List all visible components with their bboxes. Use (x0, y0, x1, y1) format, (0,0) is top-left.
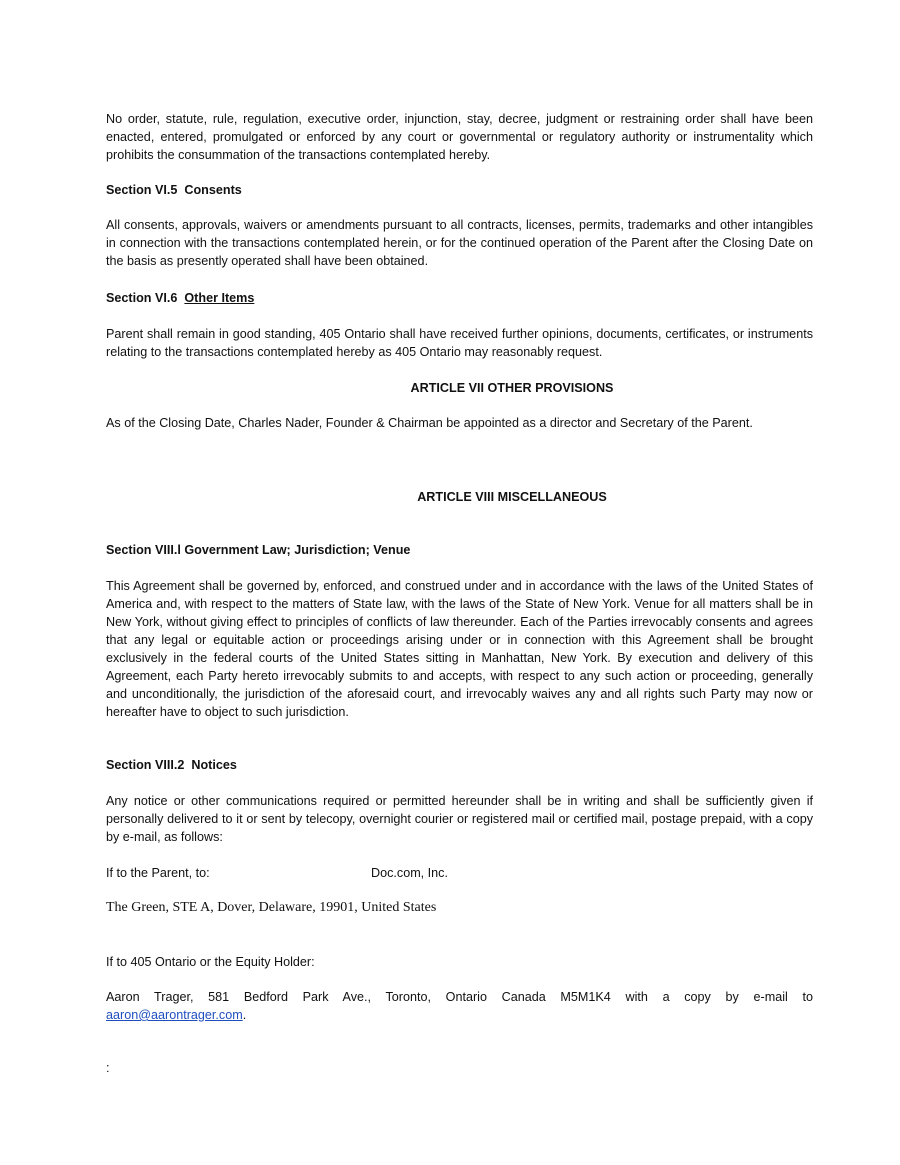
trailing-mark: : (106, 1061, 110, 1075)
ontario-address: Aaron Trager, 581 Bedford Park Ave., Toronto, Ontario Canada M5M1K4 with a copy by e-mail to (106, 990, 813, 1004)
parent-notice-label: If to the Parent, to: (106, 866, 210, 880)
section-vi5-number: Section VI.5 (106, 183, 178, 197)
section-viii2-heading (106, 756, 813, 774)
section-vi6-heading (106, 289, 813, 307)
section-vi5-body: All consents, approvals, waivers or amendments pursuant to all contracts, licenses, permits, trademarks and other intangibles in connection with the transactions contemplated herein, or for the continued operation of the Parent after the Closing Date on the basis as presently operated shall have been obtained. (106, 218, 813, 268)
parent-address: The Green, STE A, Dover, Delaware, 19901, United States (106, 900, 437, 915)
parent-notice-name: Doc.com, Inc. (371, 866, 448, 880)
ontario-email-suffix: . (242, 1008, 247, 1022)
intro-paragraph: No order, statute, rule, regulation, executive order, injunction, stay, decree, judgment or restraining order shall have been enacted, entered, promulgated or enforced by any court or governmental or regulatory authority or instrumentality which prohibits the consummation of the transactions contemplated hereby. (106, 112, 813, 162)
article-vii-body: As of the Closing Date, Charles Nader, Founder & Chairman be appointed as a director and Secretary of the Parent. (106, 416, 753, 430)
article-vii-title: ARTICLE VII OTHER PROVISIONS (410, 381, 614, 395)
ontario-notice-label: If to 405 Ontario or the Equity Holder: (106, 955, 315, 969)
section-vi6-title: Other Items (184, 291, 255, 305)
section-vi5-heading (106, 181, 813, 199)
section-viii2-body: Any notice or other communications required or permitted hereunder shall be in writing and shall be sufficiently given if personally delivered to it or sent by telecopy, overnight courier or registered mail or certified mail, postage prepaid, with a copy by e-mail, as follows: (106, 794, 813, 844)
section-viii2-title: Notices (191, 758, 237, 772)
section-viii1-body: This Agreement shall be governed by, enforced, and construed under and in accordance with the laws of the United States of America and, with respect to the matters of State law, with the laws of the State of New York. Venue for all matters shall be in New York, without giving effect to principles of conflicts of law thereunder. Each of the Parties irrevocably consents and agrees that any legal or equitable action or proceedings arising under or in connection with this Agreement shall be brought exclusively in the federal courts of the United States sitting in Manhattan, New York. By execution and delivery of this Agreement, each Party hereto irrevocably submits to and accepts, with respect to any such action or proceeding, generally and unconditionally, the jurisdiction of the aforesaid court, and irrevocably waives any and all rights such Party may now or hereafter have to object to such jurisdiction. (106, 579, 813, 719)
ontario-email-line (106, 1006, 813, 1024)
ontario-email-link[interactable]: aaron@aarontrager.com (106, 1008, 243, 1022)
section-vi6-body: Parent shall remain in good standing, 405 Ontario shall have received further opinions, documents, certificates, or instruments relating to the transactions contemplated hereby as 405 Ontario may reasonably request. (106, 327, 813, 359)
section-viii1-heading: Section VIII.l Government Law; Jurisdiction; Venue (106, 543, 411, 557)
section-viii2-number: Section VIII.2 (106, 758, 185, 772)
parent-notice-line (106, 864, 813, 882)
article-viii-title: ARTICLE VIII MISCELLANEOUS (417, 490, 607, 504)
section-vi6-number: Section VI.6 (106, 291, 178, 305)
section-vi5-title: Consents (184, 183, 242, 197)
